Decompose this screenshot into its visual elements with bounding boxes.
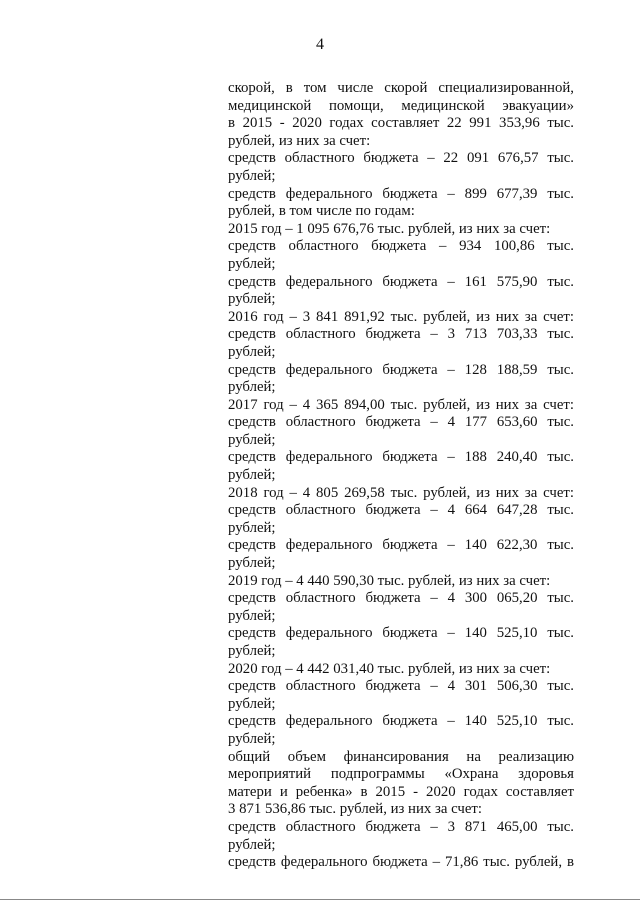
- text-line: средств областного бюджета – 3 713 703,33 тыс.: [228, 326, 574, 343]
- text-line: средств федерального бюджета – 161 575,90 тыс.: [228, 273, 574, 290]
- text-line: 2015 год – 1 095 676,76 тыс. рублей, из них за счет:: [228, 220, 551, 237]
- text-line: рублей;: [228, 167, 276, 184]
- text-line: скорой, в том числе скорой специализированной,: [228, 80, 574, 96]
- text-line: рублей;: [228, 343, 276, 360]
- text-line: рублей;: [228, 730, 276, 747]
- text-line: 2018 год – 4 805 269,58 тыс. рублей, из них за счет:: [228, 484, 574, 501]
- text-line: матери и ребенка» в 2015 - 2020 годах составляет: [228, 783, 574, 800]
- text-line: рублей;: [228, 431, 276, 448]
- text-line: 3 871 536,86 тыс. рублей, из них за счет:: [228, 801, 482, 818]
- text-line: средств федерального бюджета – 71,86 тыс. рублей, в: [228, 854, 574, 871]
- text-line: рублей;: [228, 519, 276, 536]
- page-number: 4: [316, 36, 324, 53]
- text-line: 2016 год – 3 841 891,92 тыс. рублей, из них за счет:: [228, 308, 574, 325]
- text-line: средств федерального бюджета – 899 677,39 тыс.: [228, 185, 574, 202]
- text-line: 2020 год – 4 442 031,40 тыс. рублей, из них за счет:: [228, 660, 551, 677]
- text-line: рублей;: [228, 836, 276, 853]
- text-line: рублей, в том числе по годам:: [228, 203, 415, 220]
- text-line: средств областного бюджета – 4 300 065,20 тыс.: [228, 590, 574, 607]
- text-line: рублей;: [228, 255, 276, 272]
- text-line: рублей;: [228, 291, 276, 308]
- text-line: средств федерального бюджета – 128 188,59 тыс.: [228, 361, 574, 378]
- page-bottom-edge: [0, 899, 640, 900]
- text-line: медицинской помощи, медицинской эвакуации»: [228, 97, 574, 114]
- text-line: рублей, из них за счет:: [228, 132, 371, 149]
- text-line: рублей;: [228, 379, 276, 396]
- text-line: рублей;: [228, 643, 276, 659]
- text-line: в 2015 - 2020 годах составляет 22 991 353,96 тыс.: [228, 115, 574, 132]
- text-line: рублей;: [228, 555, 276, 572]
- text-line: средств федерального бюджета – 140 622,30 тыс.: [228, 537, 574, 554]
- text-line: средств областного бюджета – 22 091 676,57 тыс.: [228, 150, 574, 167]
- text-line: общий объем финансирования на реализацию: [228, 748, 574, 765]
- text-line: средств областного бюджета – 4 177 653,60 тыс.: [228, 414, 574, 431]
- text-line: средств областного бюджета – 4 301 506,30 тыс.: [228, 678, 574, 695]
- text-line: рублей;: [228, 695, 276, 712]
- text-line: средств областного бюджета – 4 664 647,28 тыс.: [228, 502, 574, 519]
- text-line: средств федерального бюджета – 140 525,10 тыс.: [228, 713, 574, 730]
- text-line: рублей;: [228, 467, 276, 484]
- document-body: [228, 80, 574, 872]
- text-line: средств федерального бюджета – 188 240,40 тыс.: [228, 449, 574, 466]
- text-line: средств областного бюджета – 3 871 465,00 тыс.: [228, 818, 574, 835]
- text-line: рублей;: [228, 607, 276, 624]
- text-line: 2019 год – 4 440 590,30 тыс. рублей, из них за счет:: [228, 572, 551, 589]
- text-line: средств федерального бюджета – 140 525,10 тыс.: [228, 625, 574, 642]
- text-line: мероприятий подпрограммы «Охрана здоровья: [228, 766, 574, 783]
- text-line: 2017 год – 4 365 894,00 тыс. рублей, из них за счет:: [228, 396, 574, 413]
- text-line: средств областного бюджета – 934 100,86 тыс.: [228, 238, 574, 255]
